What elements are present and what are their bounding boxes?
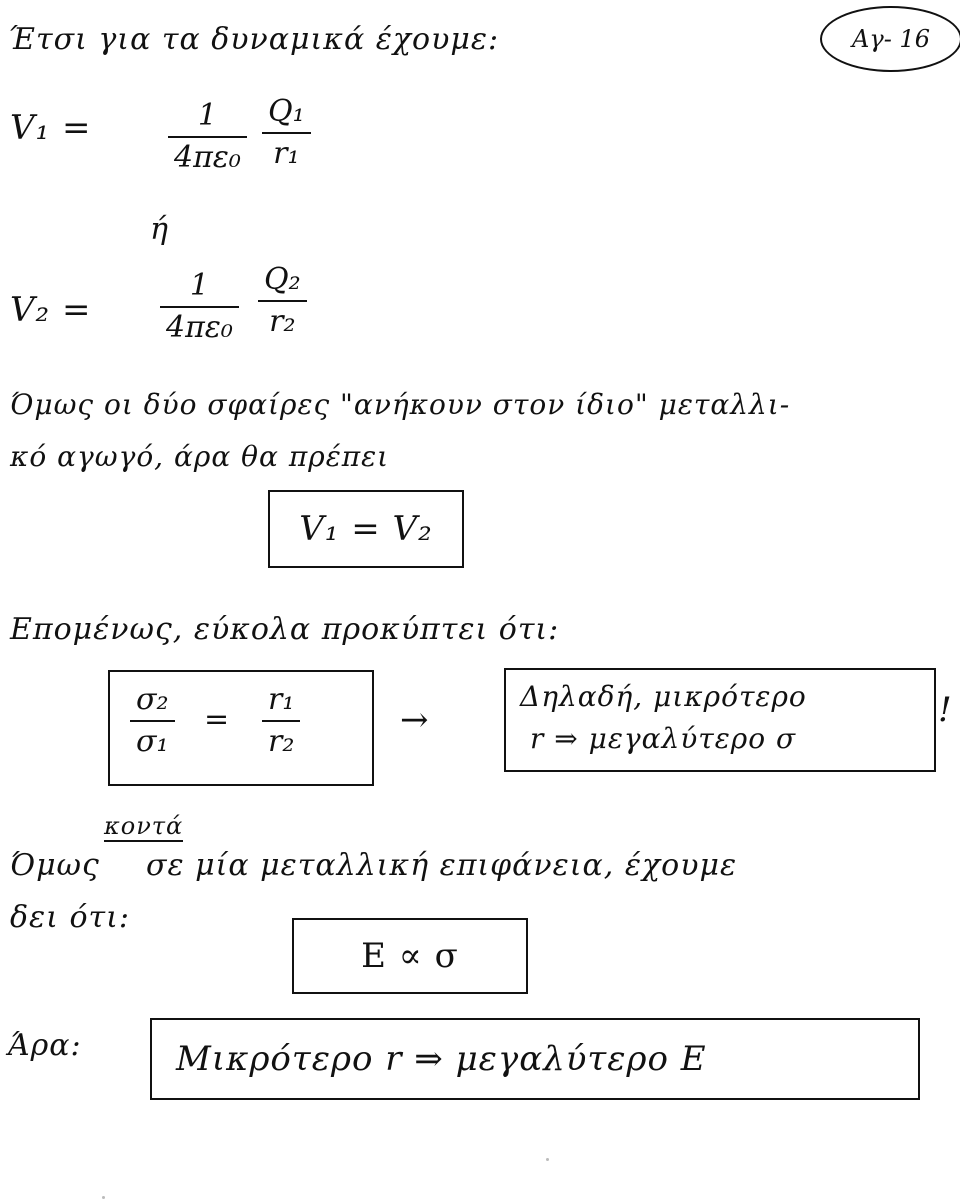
paper-speck	[546, 1158, 549, 1161]
paragraph-2: Επομένως, εύκολα προκύπτει ότι:	[10, 612, 560, 647]
equal-potential-equation: V₁ = V₂	[299, 509, 433, 549]
sigma-ratio-denominator: σ₁	[136, 724, 169, 759]
radius-ratio	[262, 680, 300, 762]
paragraph-3-line-2: δει ότι:	[10, 900, 130, 935]
sigma-ratio	[130, 680, 175, 762]
ratio-equals: =	[204, 702, 231, 737]
v2-k-denominator: 4πε₀	[166, 310, 233, 345]
radius-ratio-denominator: r₂	[268, 724, 295, 759]
v1-constant-fraction	[168, 96, 247, 178]
proportional-relation: E ∝ σ	[361, 936, 459, 976]
paragraph-3-inserted-word: κοντά	[104, 812, 184, 840]
final-conclusion-box	[150, 1018, 920, 1100]
v2-charge-fraction	[258, 260, 307, 342]
v1-q-numerator: Q₁	[268, 94, 305, 129]
v2-q-numerator: Q₂	[264, 262, 301, 297]
therefore-label: Άρα:	[8, 1028, 82, 1063]
final-conclusion: Μικρότερο r ⇒ μεγαλύτερο E	[176, 1039, 707, 1079]
sigma-ratio-numerator: σ₂	[136, 682, 169, 717]
v1-k-denominator: 4πε₀	[174, 140, 241, 175]
v2-k-numerator: 1	[189, 268, 210, 303]
conclusion-line-1: Δηλαδή, μικρότερο	[520, 680, 807, 713]
v2-constant-fraction	[160, 266, 239, 348]
paper-speck	[102, 1196, 105, 1199]
v1-lhs: V₁ =	[10, 108, 92, 148]
paragraph-3-however: Όμως	[10, 848, 100, 883]
v1-k-numerator: 1	[197, 98, 218, 133]
equal-potential-box	[268, 490, 464, 568]
paragraph-3-line-1: σε μία μεταλλική επιφάνεια, έχουμε	[146, 848, 738, 883]
v1-charge-fraction	[262, 92, 311, 174]
or-word: ή	[150, 212, 169, 247]
v1-q-denominator: r₁	[273, 136, 300, 171]
page-id-label: Αγ- 16	[820, 6, 960, 72]
paragraph-1-line-2: κό αγωγό, άρα θα πρέπει	[10, 440, 390, 473]
v2-q-denominator: r₂	[269, 304, 296, 339]
implies-arrow: →	[400, 700, 429, 740]
intro-line: Έτσι για τα δυναμικά έχουμε:	[8, 22, 500, 57]
v2-lhs: V₂ =	[10, 290, 92, 330]
paragraph-1-line-1: Όμως οι δύο σφαίρες "ανήκουν στον ίδιο" μεταλλι-	[10, 388, 791, 421]
radius-ratio-numerator: r₁	[268, 682, 295, 717]
exclamation-mark: !	[938, 690, 953, 730]
proportional-box	[292, 918, 528, 994]
conclusion-line-2: r ⇒ μεγαλύτερο σ	[530, 722, 797, 755]
